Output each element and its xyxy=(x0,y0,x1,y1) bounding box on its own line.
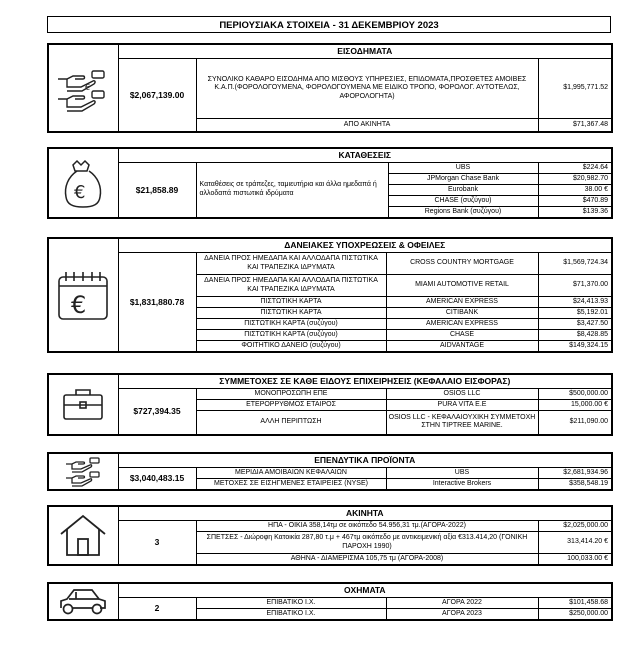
liabilities-type: ΠΙΣΤΩΤΙΚΗ ΚΑΡΤΑ (συζύγου) xyxy=(196,330,386,341)
realestate-amount: $2,025,000.00 xyxy=(538,521,612,532)
realestate-icon-cell xyxy=(48,506,118,565)
vehicles-section xyxy=(47,582,613,621)
vehicles-amount: $250,000.00 xyxy=(538,609,612,620)
calendar-euro-icon xyxy=(56,268,110,322)
liabilities-section xyxy=(47,237,613,353)
liabilities-creditor: AMERICAN EXPRESS xyxy=(386,319,538,330)
liabilities-type: ΦΟΙΤΗΤΙΚΟ ΔΑΝΕΙΟ (συζύγου) xyxy=(196,341,386,352)
realestate-header: ΑΚΙΝΗΤΑ xyxy=(118,506,612,521)
svg-text:€: € xyxy=(74,181,86,203)
deposits-amount: 38.00 € xyxy=(538,185,612,196)
business-type: ΕΤΕΡΟΡΡΥΘΜΟΣ ΕΤΑΙΡΟΣ xyxy=(196,400,386,411)
deposits-header: ΚΑΤΑΘΕΣΕΙΣ xyxy=(118,148,612,163)
liabilities-amount: $71,370.00 xyxy=(538,275,612,297)
liabilities-type: ΔΑΝΕΙΑ ΠΡΟΣ ΗΜΕΔΑΠΑ ΚΑΙ ΑΛΛΟΔΑΠΑ ΠΙΣΤΩΤΙΚΑ ΚΑΙ ΤΡΑΠΕΖΙΚΑ ΙΔΡΥΜΑΤΑ xyxy=(196,275,386,297)
income-header: ΕΙΣΟΔΗΜΑΤΑ xyxy=(118,44,612,59)
svg-text:€: € xyxy=(71,290,87,319)
vehicles-purchase: ΑΓΟΡΑ 2023 xyxy=(386,609,538,620)
liabilities-amount: $3,427.50 xyxy=(538,319,612,330)
income-row-amount: $71,367.48 xyxy=(538,119,612,132)
business-company: PURA VITA Ε.Ε xyxy=(386,400,538,411)
deposits-bank: JPMorgan Chase Bank xyxy=(388,174,538,185)
liabilities-header: ΔΑΝΕΙΑΚΕΣ ΥΠΟΧΡΕΩΣΕΙΣ & ΟΦΕΙΛΕΣ xyxy=(118,238,612,253)
deposits-amount: $224.64 xyxy=(538,163,612,174)
svg-text:€: € xyxy=(85,82,91,92)
liabilities-creditor: CITIBANK xyxy=(386,308,538,319)
liabilities-total: $1,831,880.78 xyxy=(118,253,196,352)
deposits-amount: $139.36 xyxy=(538,207,612,218)
liabilities-creditor: AMERICAN EXPRESS xyxy=(386,297,538,308)
briefcase-icon xyxy=(61,386,105,422)
business-icon-cell xyxy=(48,374,118,435)
business-type: ΑΛΛΗ ΠΕΡΙΠΤΩΣΗ xyxy=(196,411,386,435)
hands-money-icon xyxy=(52,63,114,113)
income-row-amount: $1,995,771.52 xyxy=(538,59,612,119)
liabilities-amount: $24,413.93 xyxy=(538,297,612,308)
income-row-desc: ΣΥΝΟΛΙΚΟ ΚΑΘΑΡΟ ΕΙΣΟΔΗΜΑ ΑΠΟ ΜΙΣΘΟΥΣ ΥΠΗΡΕΣΙΕΣ, ΕΠΙΔΟΜΑΤΑ,ΠΡΟΣΘΕΤΕΣ ΑΜΟΙΒΕΣ Κ.Α.Π.(ΦΟΡΟΛΟΓΟΥΜΕΝΑ, ΦΟΡΟΛΟΓΟΥΜΕΝΑ ΜΕ ΕΙΔΙΚΟ ΤΡΟΠΟ, ΦΟΡΟΛΟΓ. ΑΥΤΟΤΕΛΩΣ, ΑΦΟΡΟΛΟΓΗΤΑ) xyxy=(196,59,538,119)
vehicles-total: 2 xyxy=(118,598,196,620)
deposits-bank: Eurobank xyxy=(388,185,538,196)
liabilities-type: ΠΙΣΤΩΤΙΚΗ ΚΑΡΤΑ (συζύγου) xyxy=(196,319,386,330)
liabilities-type: ΔΑΝΕΙΑ ΠΡΟΣ ΗΜΕΔΑΠΑ ΚΑΙ ΑΛΛΟΔΑΠΑ ΠΙΣΤΩΤΙΚΑ ΚΑΙ ΤΡΑΠΕΖΙΚΑ ΙΔΡΥΜΑΤΑ xyxy=(196,253,386,275)
deposits-amount: $20,982.70 xyxy=(538,174,612,185)
deposits-icon-cell xyxy=(48,148,118,218)
liabilities-creditor: CHASE xyxy=(386,330,538,341)
money-bag-euro-icon xyxy=(63,155,103,211)
investments-type: ΜΕΡΙΔΙΑ ΑΜΟΙΒΑΙΩΝ ΚΕΦΑΛΑΙΩΝ xyxy=(196,468,386,479)
vehicles-header: ΟΧΗΜΑΤΑ xyxy=(118,583,612,598)
realestate-amount: 100,033.00 € xyxy=(538,554,612,565)
investments-header: ΕΠΕΝΔΥΤΙΚΑ ΠΡΟΪΟΝΤΑ xyxy=(118,453,612,468)
vehicles-icon-cell xyxy=(48,583,118,620)
business-amount: 15,000.00 € xyxy=(538,400,612,411)
business-section xyxy=(47,373,613,436)
vehicles-type: ΕΠΙΒΑΤΙΚΟ Ι.Χ. xyxy=(196,609,386,620)
liabilities-amount: $149,324.15 xyxy=(538,341,612,352)
business-type: ΜΟΝΟΠΡΟΣΩΠΗ ΕΠΕ xyxy=(196,389,386,400)
liabilities-creditor: CROSS COUNTRY MORTGAGE xyxy=(386,253,538,275)
vehicles-purchase: ΑΓΟΡΑ 2022 xyxy=(386,598,538,609)
income-section xyxy=(47,43,613,133)
realestate-desc: ΑΘΗΝΑ - ΔΙΑΜΕΡΙΣΜΑ 105,75 τμ (ΑΓΟΡΑ-2008) xyxy=(196,554,538,565)
income-icon-cell xyxy=(48,44,118,132)
business-company: OSIOS LLC - ΚΕΦΑΛΑΙΟΥΧΙΚΗ ΣΥΜΜΕΤΟΧΗ ΣΤΗΝ TIPTREE MARINE. xyxy=(386,411,538,435)
realestate-total: 3 xyxy=(118,521,196,565)
investments-section xyxy=(47,452,613,491)
liabilities-amount: $5,192.01 xyxy=(538,308,612,319)
liabilities-icon-cell xyxy=(48,238,118,352)
business-company: OSIOS LLC xyxy=(386,389,538,400)
business-amount: $211,090.00 xyxy=(538,411,612,435)
hand-money-flow-icon xyxy=(63,454,103,488)
realestate-amount: 313,414.20 € xyxy=(538,532,612,554)
vehicles-type: ΕΠΙΒΑΤΙΚΟ Ι.Χ. xyxy=(196,598,386,609)
vehicles-amount: $101,458.68 xyxy=(538,598,612,609)
liabilities-creditor: MIAMI AUTOMOTIVE RETAIL xyxy=(386,275,538,297)
liabilities-type: ΠΙΣΤΩΤΙΚΗ ΚΑΡΤΑ xyxy=(196,308,386,319)
investments-amount: $358,548.19 xyxy=(538,479,612,490)
house-icon xyxy=(58,512,108,558)
deposits-section xyxy=(47,147,613,219)
deposits-bank: Regions Bank (συζύγου) xyxy=(388,207,538,218)
business-amount: $500,000.00 xyxy=(538,389,612,400)
page-title: ΠΕΡΙΟΥΣΙΑΚΑ ΣΤΟΙΧΕΙΑ - 31 ΔΕΚΕΜΒΡΙΟΥ 2023 xyxy=(47,16,611,33)
investments-type: ΜΕΤΟΧΕΣ ΣΕ ΕΙΣΗΓΜΕΝΕΣ ΕΤΑΙΡΕΙΕΣ (NYSE) xyxy=(196,479,386,490)
liabilities-amount: $1,569,724.34 xyxy=(538,253,612,275)
investments-icon-cell xyxy=(48,453,118,490)
realestate-desc: ΣΠΕΤΣΕΣ - Διώροφη Κατοικία 287,80 τ.μ + 467τμ οικόπεδο με αντικειμενική αξία €313.414,20 (ΓΟΝΙΚΗ ΠΑΡΟΧΗ 1990) xyxy=(196,532,538,554)
investments-amount: $2,681,934.96 xyxy=(538,468,612,479)
deposits-bank: CHASE (συζύγου) xyxy=(388,196,538,207)
deposits-desc: Καταθέσεις σε τράπεζες, ταμιευτήρια και άλλα ημεδαπά ή αλλοδαπά πιστωτικά ιδρύματα xyxy=(196,163,388,218)
liabilities-amount: $8,428.85 xyxy=(538,330,612,341)
investments-broker: UBS xyxy=(386,468,538,479)
realestate-section xyxy=(47,505,613,566)
investments-broker: Interactive Brokers xyxy=(386,479,538,490)
deposits-bank: UBS xyxy=(388,163,538,174)
deposits-amount: $470.89 xyxy=(538,196,612,207)
realestate-desc: ΗΠΑ - ΟΙΚΙΑ 358,14τμ σε οικόπεδο 54.956,31 τμ.(ΑΓΟΡΑ-2022) xyxy=(196,521,538,532)
deposits-total: $21,858.89 xyxy=(118,163,196,218)
investments-total: $3,040,483.15 xyxy=(118,468,196,490)
liabilities-type: ΠΙΣΤΩΤΙΚΗ ΚΑΡΤΑ xyxy=(196,297,386,308)
income-total: $2,067,139.00 xyxy=(118,59,196,132)
business-total: $727,394.35 xyxy=(118,389,196,435)
business-header: ΣΥΜΜΕΤΟΧΕΣ ΣΕ ΚΑΘΕ ΕΙΔΟΥΣ ΕΠΙΧΕΙΡΗΣΕΙΣ (ΚΕΦΑΛΑΙΟ ΕΙΣΦΟΡΑΣ) xyxy=(118,374,612,389)
income-row-desc: ΑΠΟ ΑΚΙΝΗΤΑ xyxy=(196,119,538,132)
liabilities-creditor: AIDVANTAGE xyxy=(386,341,538,352)
car-icon xyxy=(57,584,109,618)
